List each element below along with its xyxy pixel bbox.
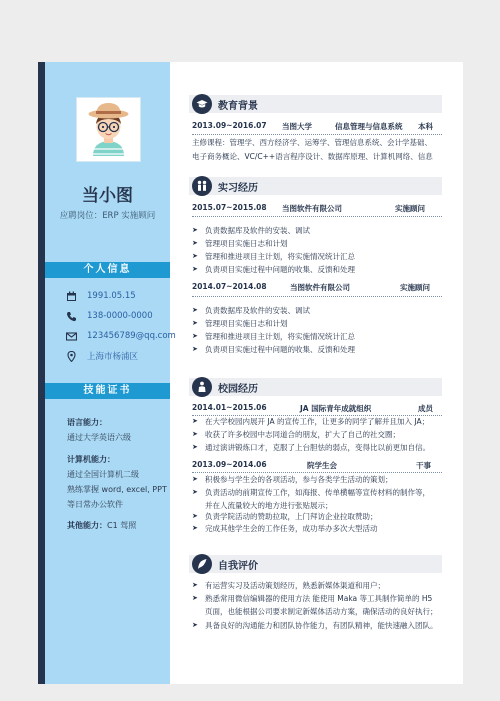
computer-line: 等日常办公软件: [67, 500, 123, 509]
skills-heading: 技能证书: [45, 383, 170, 399]
work-section-header: [189, 177, 442, 195]
arrow-right-icon: ➤: [192, 443, 198, 451]
self-eval-heading: 自我评价: [218, 561, 258, 572]
arrow-right-icon: ➤: [192, 417, 198, 425]
arrow-right-icon: ➤: [192, 239, 198, 247]
job-row: 2014.07~2014.08 当图软件有限公司 实施顾问: [192, 282, 430, 292]
campus-row: 2013.09~2014.06 院学生会 干事: [192, 460, 431, 470]
arrow-right-icon: ➤: [192, 621, 198, 629]
arrow-right-icon: ➤: [192, 475, 198, 483]
feather-icon: [192, 554, 212, 574]
divider: [192, 296, 442, 297]
arrow-right-icon: ➤: [192, 226, 198, 234]
divider: [192, 472, 442, 473]
arrow-right-icon: ➤: [192, 252, 198, 260]
arrow-right-icon: ➤: [192, 512, 198, 520]
campus-people-icon: [192, 377, 212, 397]
email-row: [66, 329, 176, 343]
email-value[interactable]: 123456789@qq.com: [87, 331, 176, 341]
education-section-header: [189, 95, 442, 113]
arrow-right-icon: ➤: [192, 319, 198, 327]
campus-section-header: [189, 378, 442, 396]
language-value: 通过大学英语六级: [67, 433, 131, 442]
arrow-right-icon: ➤: [192, 488, 198, 496]
phone-icon: [66, 311, 77, 322]
computer-line: 通过全国计算机二级: [67, 470, 139, 479]
arrow-right-icon: ➤: [192, 524, 198, 532]
arrow-right-icon: ➤: [192, 345, 198, 353]
courses-line: 电子商务概论、VC/C++语言程序设计、数据库原理、计算机网络、信息: [192, 152, 433, 161]
arrow-right-icon: ➤: [192, 306, 198, 314]
divider: [192, 134, 442, 135]
phone-row: [66, 309, 153, 323]
phone-value[interactable]: 138-0000-0000: [87, 311, 153, 321]
mail-icon: [66, 331, 77, 342]
arrow-right-icon: ➤: [192, 594, 198, 602]
arrow-right-icon: ➤: [192, 265, 198, 273]
address-row: [66, 349, 138, 363]
personal-info-heading: 个人信息: [45, 262, 170, 278]
divider: [192, 216, 442, 217]
other-skill-row: 其他能力：C1 驾照: [67, 521, 137, 530]
education-row: 2013.09~2016.07 当图大学 信息管理与信息系统 本科: [192, 121, 433, 131]
birthday-row: [66, 289, 136, 303]
address-value: 上海市杨浦区: [87, 352, 139, 362]
applied-position: 应聘岗位：ERP 实施顾问: [59, 211, 156, 221]
computer-label: 计算机能力：: [67, 455, 115, 464]
left-accent-bar: [38, 62, 45, 684]
birthday-value: 1991.05.15: [87, 291, 136, 301]
avatar: [76, 97, 141, 162]
education-heading: 教育背景: [218, 101, 258, 112]
language-label: 语言能力：: [67, 418, 107, 427]
computer-line: 熟练掌握 word, excel, PPT: [67, 485, 167, 494]
graduation-cap-icon: [192, 94, 212, 114]
work-heading: 实习经历: [218, 183, 258, 194]
self-eval-section-header: [189, 555, 442, 573]
arrow-right-icon: ➤: [192, 332, 198, 340]
campus-row: 2014.01~2015.06 JA 国际青年成就组织 成员: [192, 403, 433, 413]
location-pin-icon: [66, 351, 77, 362]
candidate-name: 当小图: [82, 186, 133, 206]
arrow-right-icon: ➤: [192, 581, 198, 589]
campus-heading: 校园经历: [218, 384, 258, 395]
courses-line: 主修课程：管理学、西方经济学、运筹学、管理信息系统、会计学基础、: [192, 138, 432, 147]
avatar-illustration: [77, 98, 140, 161]
people-icon: [192, 176, 212, 196]
calendar-icon: [66, 291, 77, 302]
arrow-right-icon: ➤: [192, 430, 198, 438]
job-row: 2015.07~2015.08 当图软件有限公司 实施顾问: [192, 203, 425, 213]
